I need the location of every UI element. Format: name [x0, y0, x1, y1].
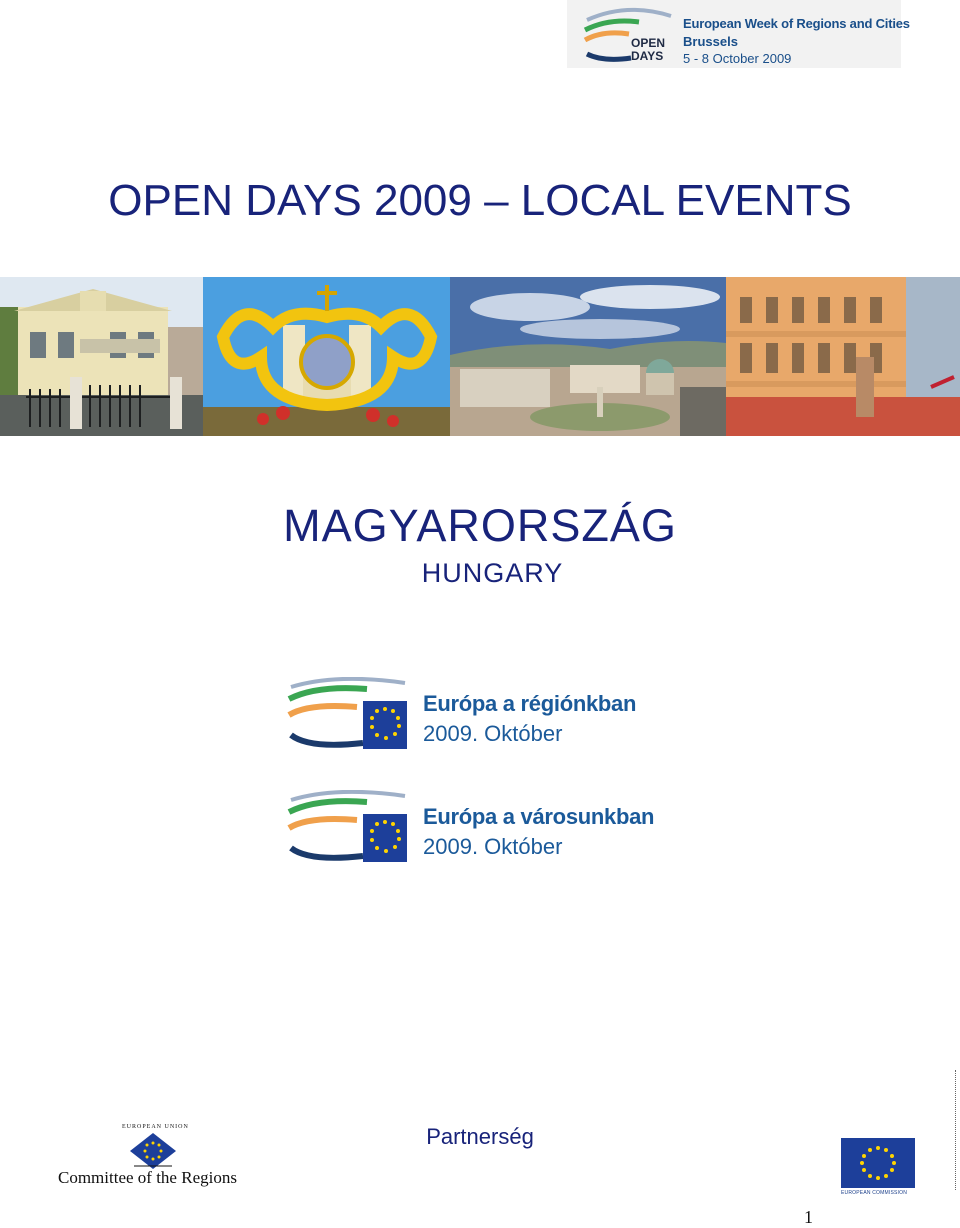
- page-number: 1: [804, 1207, 813, 1227]
- logo-open: OPEN: [631, 36, 666, 50]
- banner-event-name: European Week of Regions and Cities: [683, 16, 910, 31]
- campaign-logo-cities: [287, 790, 687, 870]
- flower-crown-carnival-icon: [203, 277, 450, 436]
- european-commission-logo: [841, 1138, 917, 1200]
- banner-dates: 5 - 8 October 2009: [683, 51, 792, 66]
- country-name-native: MAGYARORSZÁG: [283, 500, 677, 551]
- cor-union-label: EUROPEAN UNION: [122, 1124, 189, 1130]
- swoosh-flag-icon: [287, 677, 417, 755]
- campaign-logo-regions: [287, 677, 687, 757]
- campaign-date: 2009. Október: [423, 834, 563, 859]
- page-title: OPEN DAYS 2009 – LOCAL EVENTS: [108, 176, 852, 225]
- banner-city: Brussels: [683, 34, 738, 49]
- baroque-facade-icon: [726, 277, 960, 436]
- cor-name: Committee of the Regions: [58, 1168, 237, 1187]
- campaign-date: 2009. Október: [423, 721, 563, 746]
- logo-days: DAYS: [631, 49, 664, 63]
- campaign-title: Európa a régiónkban: [423, 691, 637, 716]
- campaign-title: Európa a városunkban: [423, 804, 655, 829]
- open-days-logo-text: [631, 37, 665, 63]
- city-square-panorama-icon: [450, 277, 726, 436]
- eu-flag-icon: [841, 1138, 915, 1188]
- partnership-label: Partnerség: [426, 1124, 534, 1149]
- swoosh-flag-icon: [287, 790, 417, 868]
- ec-label: EUROPEAN COMMISSION: [841, 1190, 908, 1196]
- country-name-english: HUNGARY: [421, 558, 564, 588]
- edge-dotted-line: [955, 1070, 958, 1190]
- villa-building-icon: [0, 277, 203, 436]
- photo-strip: [0, 277, 960, 436]
- open-days-banner: [567, 0, 910, 68]
